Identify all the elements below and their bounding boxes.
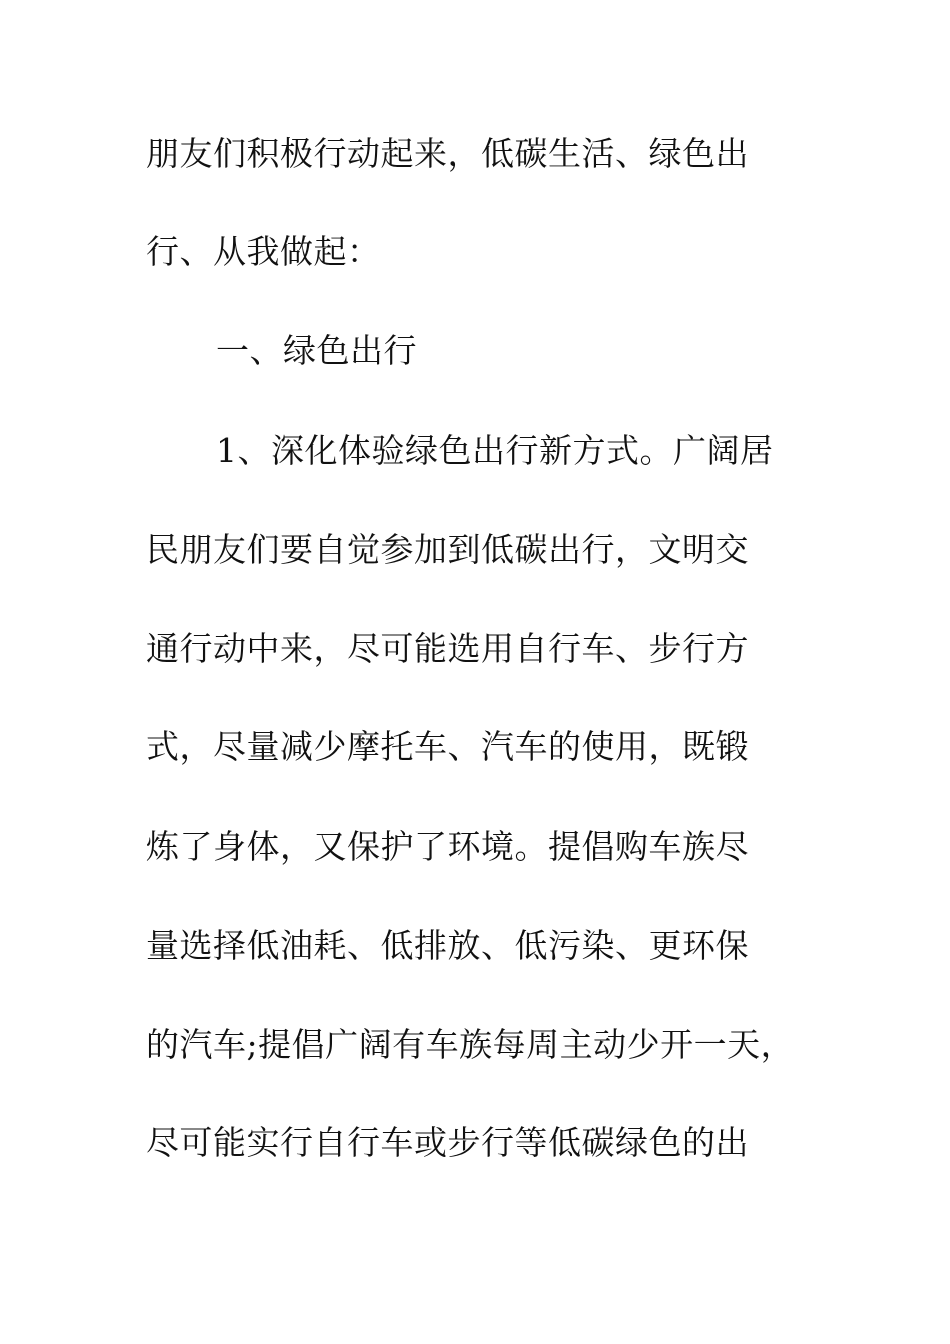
text-line: 尽可能实行自行车或步行等低碳绿色的出 [146,1123,749,1162]
paragraph-first-line: 1、深化体验绿色出行新方式。广阔居 [216,431,774,470]
text-line: 民朋友们要自觉参加到低碳出行，文明交 [146,530,749,569]
text-line: 通行动中来，尽可能选用自行车、步行方 [146,629,749,668]
section-heading: 一、绿色出行 [216,331,417,370]
text-line: 行、从我做起： [146,232,381,271]
text-line: 朋友们积极行动起来，低碳生活、绿色出 [146,134,749,173]
text-line: 的汽车;提倡广阔有车族每周主动少开一天， [146,1025,795,1064]
text-line: 炼了身体，又保护了环境。提倡购车族尽 [146,827,749,866]
text-line: 量选择低油耗、低排放、低污染、更环保 [146,926,749,965]
text-line: 式，尽量减少摩托车、汽车的使用，既锻 [146,727,749,766]
